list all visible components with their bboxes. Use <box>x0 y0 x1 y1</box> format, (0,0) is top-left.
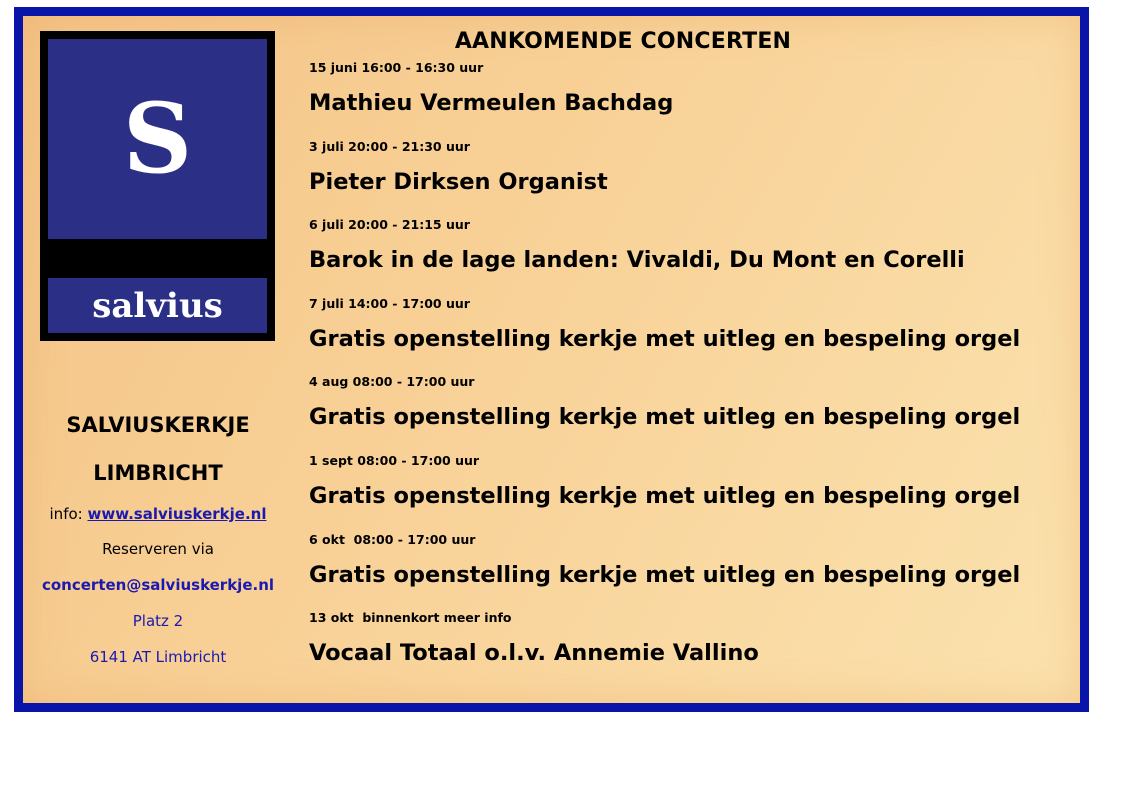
logo-wordmark: salvius <box>92 285 223 326</box>
info-line <box>23 497 293 532</box>
concert-date: 6 juli 20:00 - 21:15 uur <box>309 217 470 233</box>
concert-title: Pieter Dirksen Organist <box>309 168 608 195</box>
concert-date: 6 okt 08:00 - 17:00 uur <box>309 531 476 547</box>
concert-title: Gratis openstelling kerkje met uitleg en bespeling orgel <box>309 482 1021 509</box>
poster-background <box>23 16 1080 703</box>
website-link[interactable]: www.salviuskerkje.nl <box>87 505 267 523</box>
concert-date: 3 juli 20:00 - 21:30 uur <box>309 138 470 154</box>
email-link[interactable]: concerten@salviuskerkje.nl <box>41 576 275 594</box>
concert-title: Vocaal Totaal o.l.v. Annemie Vallino <box>309 640 759 667</box>
concert-item <box>309 60 1069 139</box>
concert-date: 13 okt binnenkort meer info <box>309 610 512 626</box>
concert-title: Gratis openstelling kerkje met uitleg en bespeling orgel <box>309 325 1021 352</box>
concert-item <box>309 296 1069 375</box>
reserve-label: Reserveren via <box>102 540 214 558</box>
venue-name-line1: SALVIUSKERKJE <box>66 413 250 437</box>
poster-frame <box>14 7 1089 712</box>
logo-monogram-panel <box>48 39 267 239</box>
concert-item <box>309 139 1069 218</box>
concert-date: 1 sept 08:00 - 17:00 uur <box>309 452 480 468</box>
address-street: Platz 2 <box>132 612 184 630</box>
venue-info <box>23 401 293 675</box>
page-title: AANKOMENDE CONCERTEN <box>454 29 792 54</box>
concert-title: Gratis openstelling kerkje met uitleg en bespeling orgel <box>309 561 1021 588</box>
concert-date: 15 juni 16:00 - 16:30 uur <box>309 60 484 75</box>
concert-date: 7 juli 14:00 - 17:00 uur <box>309 295 470 311</box>
address-city: 6141 AT Limbricht <box>89 648 227 666</box>
info-label: info: <box>49 505 83 523</box>
concert-item <box>309 532 1069 611</box>
concert-title: Mathieu Vermeulen Bachdag <box>309 90 674 116</box>
concert-item <box>309 217 1069 296</box>
logo-wordmark-panel <box>48 278 267 333</box>
concert-list <box>309 60 1069 689</box>
concert-title: Barok in de lage landen: Vivaldi, Du Mont en Corelli <box>309 247 965 274</box>
salvius-logo <box>40 31 275 341</box>
venue-name-line2: LIMBRICHT <box>93 461 223 485</box>
logo-monogram: S <box>122 82 193 195</box>
concert-item <box>309 374 1069 453</box>
concert-item <box>309 453 1069 532</box>
concert-date: 4 aug 08:00 - 17:00 uur <box>309 374 475 390</box>
concert-title: Gratis openstelling kerkje met uitleg en bespeling orgel <box>309 404 1021 431</box>
concert-item <box>309 610 1069 689</box>
